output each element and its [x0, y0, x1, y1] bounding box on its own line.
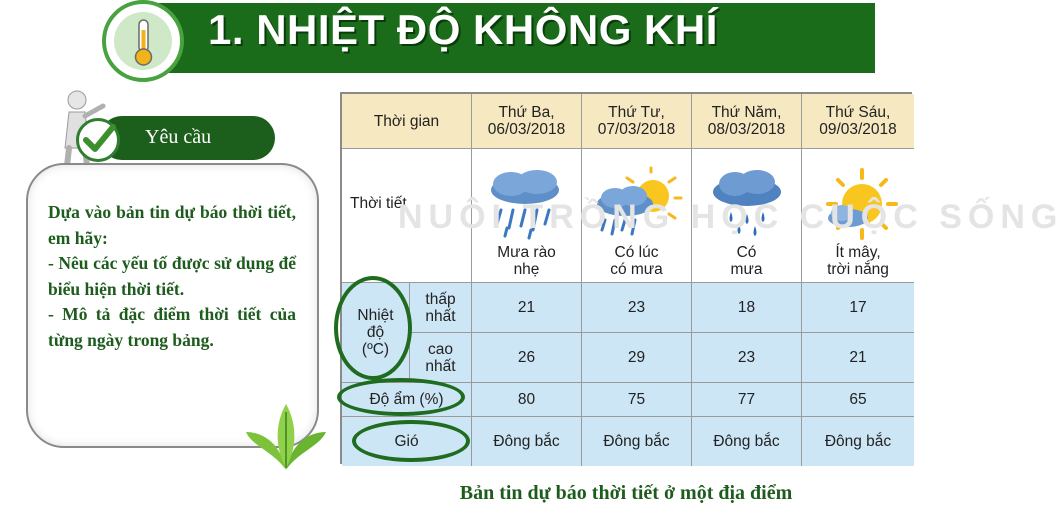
- rain-icon: [701, 168, 793, 242]
- day-date: 06/03/2018: [487, 121, 566, 138]
- weather-cell: [692, 149, 802, 283]
- weather-desc: Ít mây, trời nắng: [827, 244, 889, 278]
- wind-value: Đông bắc: [472, 417, 582, 466]
- wind-highlight-oval: [352, 420, 470, 462]
- weather-cell: [802, 149, 914, 283]
- thermometer-badge: [102, 0, 184, 82]
- table-caption: Bản tin dự báo thời tiết ở một địa điểm: [459, 482, 793, 504]
- high-temp-value: 26: [472, 333, 582, 383]
- day-name: Thứ Năm,: [711, 104, 782, 121]
- task-item-1: - Nêu các yếu tố được sử dụng để biểu hiện thời tiết.: [48, 253, 296, 299]
- high-temp-label: cao nhất: [410, 333, 472, 383]
- weather-desc: Có lúc có mưa: [610, 244, 663, 278]
- wind-value: Đông bắc: [582, 417, 692, 466]
- time-header: Thời gian: [342, 94, 472, 149]
- humidity-value: 77: [692, 383, 802, 417]
- day-header: [802, 94, 914, 149]
- weather-desc: Có mưa: [730, 244, 763, 278]
- humidity-value: 75: [582, 383, 692, 417]
- checkmark-badge: [76, 118, 120, 162]
- day-header: [582, 94, 692, 149]
- wind-value: Đông bắc: [692, 417, 802, 466]
- day-date: 09/03/2018: [819, 121, 897, 138]
- task-text: [48, 200, 296, 353]
- weather-cell: [472, 149, 582, 283]
- day-header: [472, 94, 582, 149]
- day-header: [692, 94, 802, 149]
- low-temp-value: 23: [582, 283, 692, 333]
- temperature-header: Nhiệt độ (ºC): [342, 283, 410, 383]
- humidity-highlight-oval: [337, 378, 465, 416]
- low-temp-value: 18: [692, 283, 802, 333]
- task-item-2: - Mô tả đặc điểm thời tiết của từng ngày trong bảng.: [48, 304, 296, 350]
- humidity-value: 65: [802, 383, 914, 417]
- task-intro: Dựa vào bản tin dự báo thời tiết, em hãy:: [48, 202, 296, 248]
- thermometer-icon: [102, 0, 184, 82]
- low-temp-value: 17: [802, 283, 914, 333]
- rain-shower-icon: [481, 168, 573, 242]
- watermark: NUÔI TRỒNG HỌC CUỘC SỐNG: [398, 198, 1063, 236]
- checkmark-icon: [79, 121, 117, 159]
- sun-cloud-icon: [812, 168, 904, 242]
- weather-desc: Mưa rào nhẹ: [497, 244, 556, 278]
- wind-header: Gió: [342, 417, 472, 466]
- weather-cell: [582, 149, 692, 283]
- low-temp-value: 21: [472, 283, 582, 333]
- day-name: Thứ Sáu,: [825, 104, 891, 121]
- day-date: 07/03/2018: [597, 121, 676, 138]
- weather-header: Thời tiết: [342, 149, 472, 283]
- high-temp-value: 29: [582, 333, 692, 383]
- low-temp-label: thấp nhất: [410, 283, 472, 333]
- day-date: 08/03/2018: [707, 121, 786, 138]
- temperature-highlight-oval: [334, 276, 412, 380]
- high-temp-value: 21: [802, 333, 914, 383]
- page-title: 1. NHIỆT ĐỘ KHÔNG KHÍ: [208, 6, 718, 53]
- wind-value: Đông bắc: [802, 417, 914, 466]
- humidity-header: Độ ẩm (%): [342, 383, 472, 417]
- humidity-value: 80: [472, 383, 582, 417]
- high-temp-value: 23: [692, 333, 802, 383]
- leaves-icon: [244, 402, 328, 472]
- sun-rain-icon: [591, 168, 683, 242]
- day-name: Thứ Ba,: [498, 104, 555, 121]
- day-name: Thứ Tư,: [608, 104, 665, 121]
- requirement-label: Yêu cầu: [145, 126, 212, 148]
